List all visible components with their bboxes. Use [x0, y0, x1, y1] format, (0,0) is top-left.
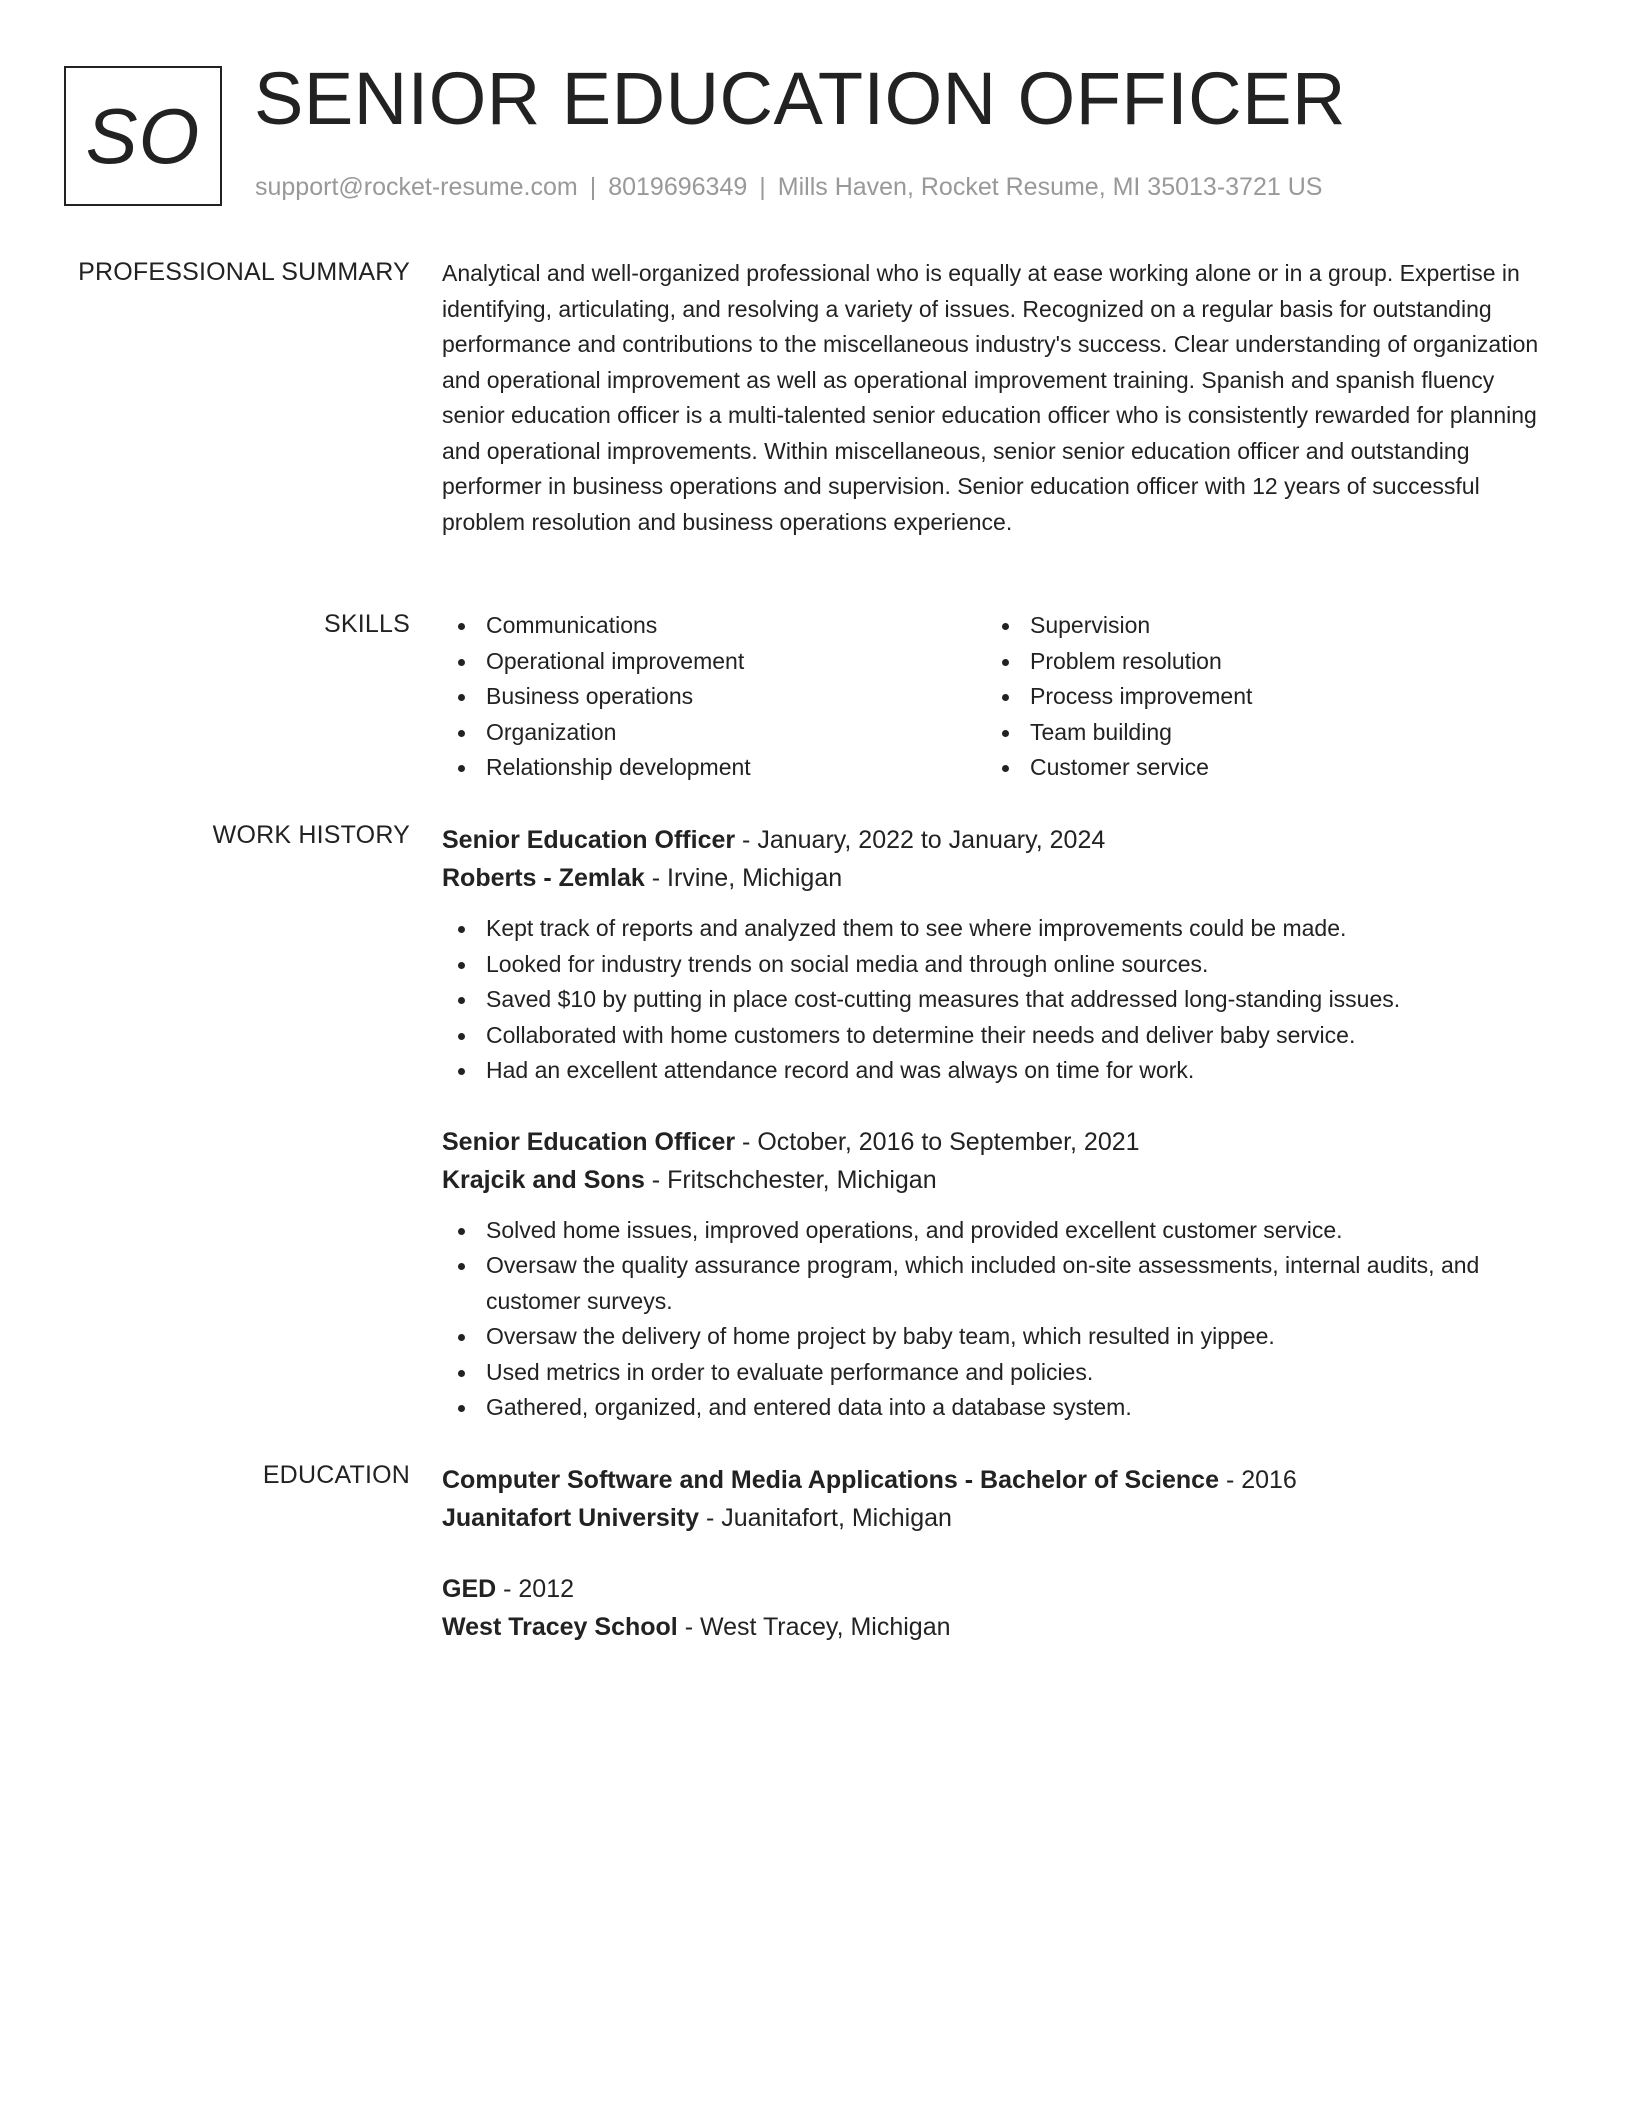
job-location: - Irvine, Michigan [644, 864, 843, 892]
skill-item: Business operations [442, 679, 986, 715]
monogram-initials: SO [85, 91, 201, 180]
job-bullet: Solved home issues, improved operations, and provided excellent customer service. [442, 1213, 1560, 1249]
job-bullet: Oversaw the delivery of home project by baby team, which resulted in yippee. [442, 1319, 1560, 1355]
contact-email: support@rocket-resume.com [255, 173, 578, 201]
skill-item: Operational improvement [442, 644, 986, 680]
contact-separator: | [759, 173, 766, 201]
job-bullet: Oversaw the quality assurance program, which included on-site assessments, internal audits, and customer surveys. [442, 1248, 1560, 1319]
job-bullet: Gathered, organized, and entered data into a database system. [442, 1390, 1560, 1426]
job-dates: - January, 2022 to January, 2024 [735, 826, 1106, 854]
education-degree: GED [442, 1575, 497, 1603]
summary-text: Analytical and well-organized professional who is equally at ease working alone or in a group. Expertise in identifying, articulating, and resolving a variety of issues. Recognized on a regular basis for outstanding performance and contributions to the miscellaneous industry's success. Clear understanding of organization and operational improvement as well as operational improvement training. Spanish and spanish fluency senior education officer is a multi-talented senior education officer who is consistently rewarded for planning and operational improvements. Within miscellaneous, senior senior education officer and outstanding performer in business operations and supervision. Senior education officer with 12 years of successful problem resolution and business operations experience. [442, 260, 1539, 535]
contact-phone: 8019696349 [608, 173, 748, 201]
job-location: - Fritschchester, Michigan [644, 1165, 937, 1194]
education-degree-line [442, 1570, 1560, 1608]
section-heading-work-history: WORK HISTORY [212, 821, 410, 849]
job-bullet: Used metrics in order to evaluate performance and policies. [442, 1355, 1560, 1391]
job-title: Senior Education Officer [442, 826, 736, 854]
education-school: Juanitafort University [442, 1504, 700, 1532]
skill-item: Problem resolution [986, 644, 1530, 680]
education-school-line [442, 1608, 1560, 1646]
section-heading-summary: PROFESSIONAL SUMMARY [78, 258, 410, 286]
section-heading-education: EDUCATION [262, 1461, 410, 1489]
education-degree-line [442, 1461, 1560, 1499]
job-bullet: Collaborated with home customers to determine their needs and deliver baby service. [442, 1018, 1560, 1054]
job-company: Roberts - Zemlak [442, 864, 645, 892]
contact-address: Mills Haven, Rocket Resume, MI 35013-3721 US [777, 173, 1323, 201]
section-heading-skills: SKILLS [324, 610, 410, 638]
skills-column-left [442, 608, 986, 786]
contact-line [255, 173, 1322, 202]
skill-item: Relationship development [442, 750, 986, 786]
job-company-line [442, 859, 1560, 897]
education-body [442, 1461, 1560, 1646]
education-entry [442, 1461, 1560, 1537]
job-entry [442, 821, 1560, 1089]
skill-item: Communications [442, 608, 986, 644]
job-company-line [442, 1161, 1560, 1199]
skill-item: Customer service [986, 750, 1530, 786]
skills-grid [442, 608, 1542, 786]
job-bullets [442, 1213, 1560, 1426]
education-location: - Juanitafort, Michigan [699, 1504, 952, 1532]
job-title: Senior Education Officer [442, 1127, 736, 1156]
job-bullet: Had an excellent attendance record and was always on time for work. [442, 1053, 1560, 1089]
skill-item: Supervision [986, 608, 1530, 644]
contact-separator: | [589, 173, 597, 201]
education-year: - 2012 [496, 1575, 575, 1603]
education-entry [442, 1570, 1560, 1646]
job-title-line [442, 821, 1560, 859]
skill-item: Organization [442, 715, 986, 751]
job-bullets [442, 911, 1560, 1089]
job-entry [442, 1123, 1560, 1426]
job-bullet: Kept track of reports and analyzed them to see where improvements could be made. [442, 911, 1560, 947]
education-degree: Computer Software and Media Applications - Bachelor of Science [442, 1466, 1219, 1494]
education-location: - West Tracey, Michigan [677, 1613, 951, 1641]
summary-body [442, 256, 1560, 540]
work-history-body [442, 821, 1560, 1426]
skill-item: Process improvement [986, 679, 1530, 715]
job-dates: - October, 2016 to September, 2021 [735, 1127, 1140, 1156]
skill-item: Team building [986, 715, 1530, 751]
job-bullet: Saved $10 by putting in place cost-cutting measures that addressed long-standing issues. [442, 982, 1560, 1018]
monogram-box [64, 66, 222, 206]
job-bullet: Looked for industry trends on social media and through online sources. [442, 947, 1560, 983]
education-school-line [442, 1499, 1560, 1537]
job-title-line [442, 1123, 1560, 1161]
education-school: West Tracey School [442, 1613, 678, 1641]
skills-body [442, 608, 1560, 786]
page-title: SENIOR EDUCATION OFFICER [254, 57, 1346, 140]
education-year: - 2016 [1219, 1466, 1297, 1494]
skills-column-right [986, 608, 1530, 786]
job-company: Krajcik and Sons [442, 1165, 645, 1194]
